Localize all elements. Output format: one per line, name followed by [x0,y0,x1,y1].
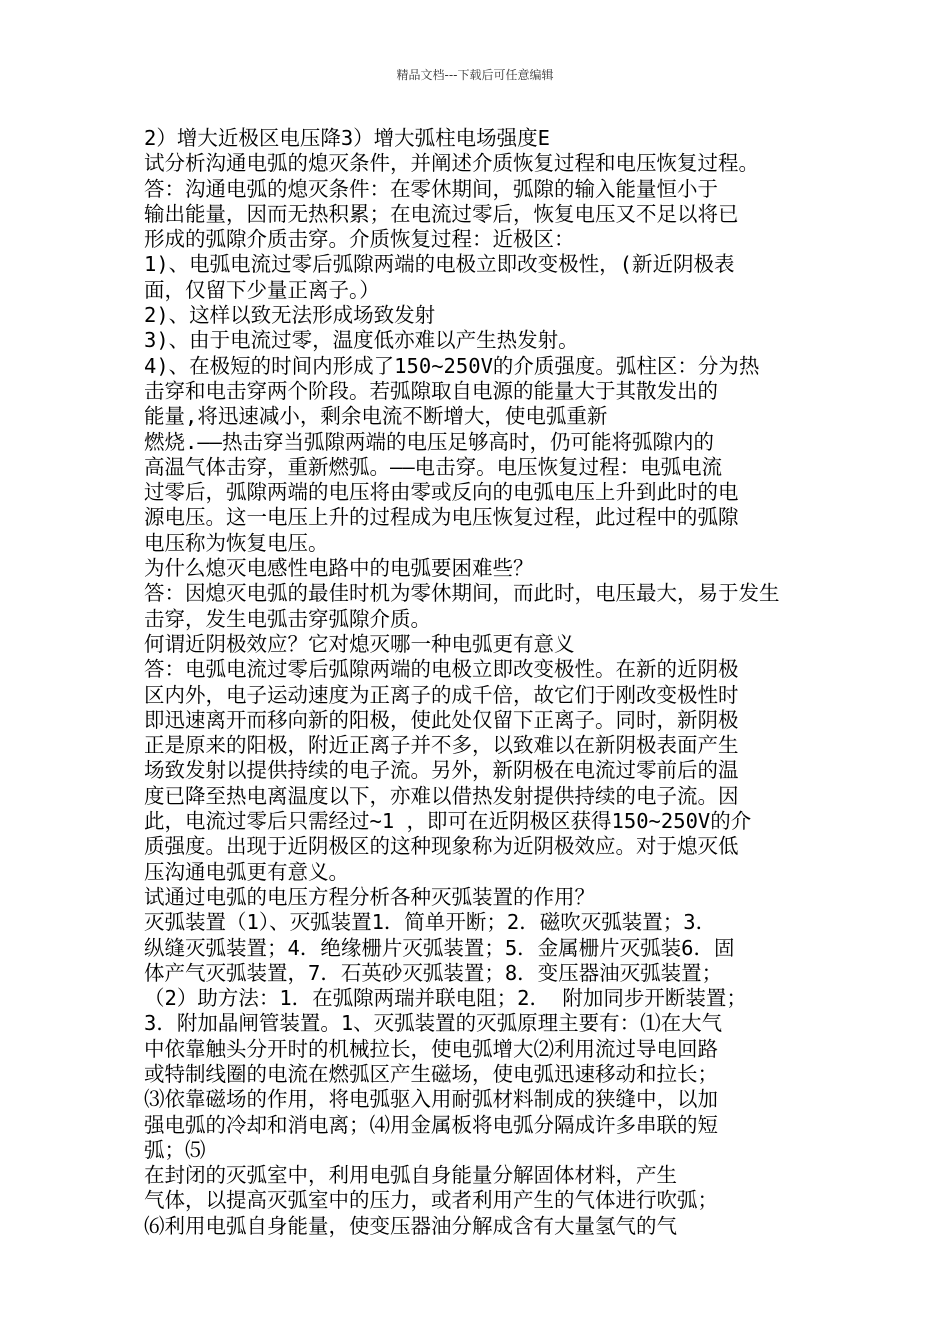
text-line: 质强度。出现于近阴极区的这种现象称为近阴极效应。对于熄灭低 [144,834,739,859]
text-line: 答：电弧电流过零后弧隙两端的电极立即改变极性。在新的近阴极 [144,657,739,682]
text-line: 答：沟通电弧的熄灭条件：在零休期间，弧隙的输入能量恒小于 [144,176,718,201]
text-line: 为什么熄灭电感性电路中的电弧要困难些？ [144,556,534,581]
text-line: 度已降至热电离温度以下，亦难以借热发射提供持续的电子流。因 [144,783,739,808]
text-line: 体产气灭弧装置，7．石英砂灭弧装置；8．变压器油灭弧装置； [144,960,723,985]
text-line: 压沟通电弧更有意义。 [144,859,349,884]
text-line: （2）助方法：1．在弧隙两瑞并联电阻；2． 附加同步开断装置； [144,986,747,1011]
text-line: 过零后，弧隙两端的电压将由零或反向的电弧电压上升到此时的电 [144,480,739,505]
text-line: 高温气体击穿，重新燃弧。——电击穿。电压恢复过程：电弧电流 [144,454,723,479]
text-line: 场致发射以提供持续的电子流。另外，新阴极在电流过零前后的温 [144,758,739,783]
document-body [144,126,820,1239]
text-line: 弧；⑸ [144,1137,206,1162]
text-line: 3．附加晶闸管装置。1、灭弧装置的灭弧原理主要有：⑴在大气 [144,1011,723,1036]
text-line: 击穿和电击穿两个阶段。若弧隙取自电源的能量大于其散发出的 [144,378,718,403]
text-line: 击穿，发生电弧击穿弧隙介质。 [144,606,431,631]
text-line: 气体，以提高灭弧室中的压力，或者利用产生的气体进行吹弧； [144,1188,718,1213]
text-line: 即迅速离开而移向新的阳极，使此处仅留下正离子。同时，新阴极 [144,707,739,732]
page-header: 精品文档---下载后可任意编辑 [396,68,554,82]
text-line: 或特制线圈的电流在燃弧区产生磁场，使电弧迅速移动和拉长； [144,1061,718,1086]
text-line: 输出能量，因而无热积累；在电流过零后，恢复电压又不足以将已 [144,201,739,226]
text-line: 纵缝灭弧装置；4．绝缘栅片灭弧装置；5．金属栅片灭弧装6．固 [144,935,735,960]
text-line: 3)、由于电流过零，温度低亦难以产生热发射。 [144,328,579,353]
text-line: 2)、这样以致无法形成场致发射 [144,303,436,328]
text-line: 能量,将迅速减小，剩余电流不断增大，使电弧重新 [144,404,608,429]
text-line: 2）增大近极区电压降3）增大弧柱电场强度E [144,126,551,150]
text-line: ⑶依靠磁场的作用，将电弧驱入用耐弧材料制成的狭缝中，以加 [144,1087,718,1112]
text-line: 在封闭的灭弧室中，利用电弧自身能量分解固体材料，产生 [144,1163,677,1188]
text-line: 形成的弧隙介质击穿。介质恢复过程：近极区： [144,227,575,252]
text-line: 试通过电弧的电压方程分析各种灭弧装置的作用？ [144,884,595,909]
text-line: 区内外，电子运动速度为正离子的成千倍，故它们于刚改变极性时 [144,682,739,707]
text-line: 源电压。这一电压上升的过程成为电压恢复过程，此过程中的弧隙 [144,505,739,530]
text-line: 何谓近阴极效应？它对熄灭哪一种电弧更有意义 [144,631,575,656]
text-line: 正是原来的阳极，附近正离子并不多，以致难以在新阴极表面产生 [144,733,739,758]
text-line: 试分析沟通电弧的熄灭条件，并阐述介质恢复过程和电压恢复过程。 [144,151,759,176]
text-line: 灭弧装置（1）、灭弧装置1．简单开断；2．磁吹灭弧装置；3． [144,910,717,935]
text-line: 4)、在极短的时间内形成了150~250V的介质强度。弧柱区：分为热 [144,353,760,378]
text-line: 1)、电弧电流过零后弧隙两端的电极立即改变极性，(新近阴极表 [144,252,735,277]
text-line: 燃烧.——热击穿当弧隙两端的电压足够高时，仍可能将弧隙内的 [144,429,715,454]
text-line: 面，仅留下少量正离子。） [144,277,380,302]
text-line: 此，电流过零后只需经过~1 ，即可在近阴极区获得150~250V的介 [144,809,752,834]
text-line: 强电弧的冷却和消电离；⑷用金属板将电弧分隔成许多串联的短 [144,1112,718,1137]
text-line: 中依靠触头分开时的机械拉长，使电弧增大⑵利用流过导电回路 [144,1036,718,1061]
text-line: 电压称为恢复电压。 [144,530,329,555]
text-line: ⑹利用电弧自身能量，使变压器油分解成含有大量氢气的气 [144,1213,677,1238]
text-line: 答：因熄灭电弧的最佳时机为零休期间，而此时，电压最大，易于发生 [144,581,780,606]
